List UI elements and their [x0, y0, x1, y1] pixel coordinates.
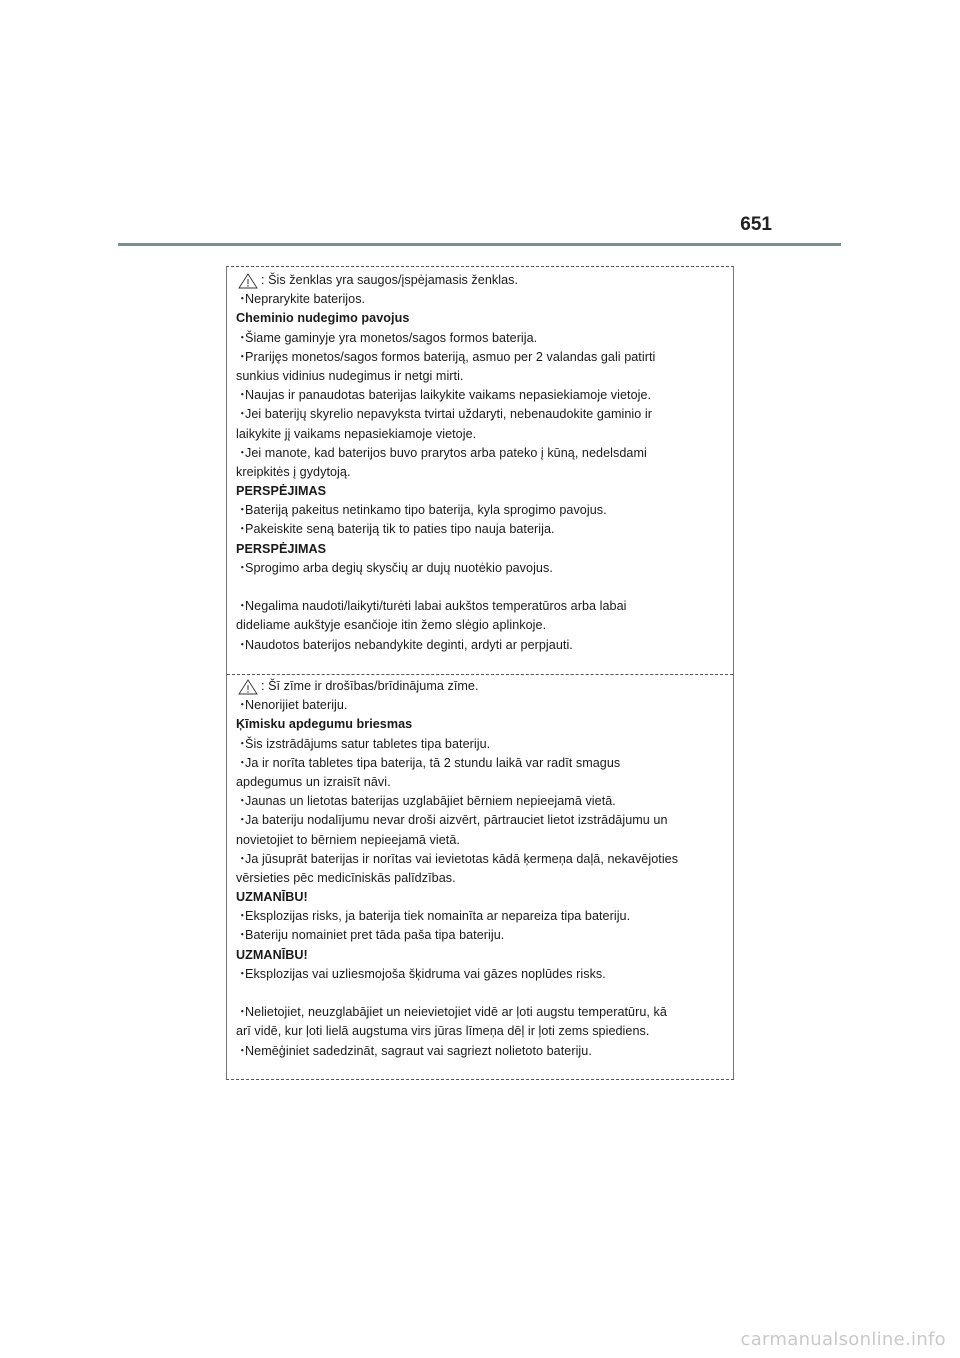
line-text: novietojiet to bērniem nepieejamā vietā.	[236, 832, 460, 847]
line-text: Jaunas un lietotas baterijas uzglabājiet bērniem nepieejamā vietā.	[245, 794, 616, 809]
line-text: apdegumus un izraisīt nāvi.	[236, 774, 391, 789]
line-text: Ja ir norīta tabletes tipa baterija, tā 2 stundu laikā var radīt smagus	[245, 755, 621, 770]
line-text: Cheminio nudegimo pavojus	[236, 311, 410, 326]
line-text: Naujas ir panaudotas baterijas laikykite vaikams nepasiekiamoje vietoje.	[245, 388, 652, 403]
text-line	[236, 1022, 727, 1041]
warning-section-lithuanian	[236, 271, 727, 655]
bullet-item	[236, 696, 727, 715]
warning-symbol-text: : Šī zīme ir drošības/brīdinājuma zīme.	[261, 679, 479, 693]
text-line	[236, 869, 727, 888]
warning-section-latvian	[236, 677, 727, 1061]
bullet-item	[236, 850, 727, 869]
bullet-marker: ・	[236, 292, 249, 307]
bullet-marker: ・	[236, 1005, 249, 1020]
bullet-item	[236, 559, 727, 578]
line-text: Eksplozijas vai uzliesmojoša šķidruma vai gāzes noplūdes risks.	[245, 966, 606, 981]
section-heading	[236, 888, 727, 907]
bullet-item	[236, 907, 727, 926]
section-divider	[227, 674, 733, 675]
section-heading	[236, 482, 727, 501]
bullet-marker: ・	[236, 445, 249, 460]
line-text: Bateriją pakeitus netinkamo tipo baterija, kyla sprogimo pavojus.	[245, 503, 607, 518]
warning-symbol-line	[236, 271, 727, 290]
section-heading	[236, 540, 727, 559]
warning-triangle-icon	[238, 679, 258, 695]
line-text: Neprarykite baterijos.	[245, 292, 366, 307]
section-heading	[236, 715, 727, 734]
bullet-marker: ・	[236, 813, 249, 828]
section-heading	[236, 309, 727, 328]
bullet-marker: ・	[236, 407, 249, 422]
line-text: sunkius vidinius nudegimus ir netgi mirti.	[236, 368, 464, 383]
bullet-item	[236, 290, 727, 309]
line-text: Šiame gaminyje yra monetos/sagos formos baterija.	[245, 330, 538, 345]
line-text: arī vidē, kur ļoti lielā augstuma virs jūras līmeņa dēļ ir ļoti zems spiediens.	[236, 1024, 650, 1039]
line-text: Ja bateriju nodalījumu nevar droši aizvērt, pārtrauciet lietot izstrādājumu un	[245, 813, 668, 828]
line-text: Ķīmisku apdegumu briesmas	[236, 717, 413, 732]
line-text: Jei manote, kad baterijos buvo prarytos arba pateko į kūną, nedelsdami	[245, 445, 647, 460]
bullet-marker: ・	[236, 794, 249, 809]
bullet-marker: ・	[236, 388, 249, 403]
line-text: Nemēģiniet sadedzināt, sagraut vai sagriezt nolietoto bateriju.	[245, 1043, 592, 1058]
warning-triangle-icon	[238, 273, 258, 289]
bullet-marker: ・	[236, 755, 249, 770]
bullet-item	[236, 754, 727, 773]
watermark: carmanualsonline.info	[740, 1329, 946, 1350]
line-text: dideliame aukštyje esančioje itin žemo slėgio aplinkoje.	[236, 618, 547, 633]
text-line	[236, 616, 727, 635]
bullet-item	[236, 597, 727, 616]
bullet-item	[236, 926, 727, 945]
battery-warning-box	[226, 266, 734, 1080]
page-number: 651	[740, 214, 772, 235]
bullet-item	[236, 329, 727, 348]
bullet-marker: ・	[236, 330, 249, 345]
line-text: Bateriju nomainiet pret tāda paša tipa bateriju.	[245, 928, 505, 943]
line-text: kreipkitės į gydytoją.	[236, 464, 351, 479]
warning-symbol-text: : Šis ženklas yra saugos/įspėjamasis ženklas.	[261, 273, 519, 287]
header-rule	[118, 243, 841, 246]
bullet-item	[236, 735, 727, 754]
warning-symbol-line	[236, 677, 727, 696]
bullet-marker: ・	[236, 736, 249, 751]
line-text: Ja jūsuprāt baterijas ir norītas vai ievietotas kādā ķermeņa daļā, nekavējoties	[245, 851, 679, 866]
bullet-marker: ・	[236, 349, 249, 364]
bullet-marker: ・	[236, 698, 249, 713]
line-text: Sprogimo arba degių skysčių ar dujų nuotėkio pavojus.	[245, 560, 553, 575]
bullet-marker: ・	[236, 966, 249, 981]
line-text: Šis izstrādājums satur tabletes tipa bateriju.	[245, 736, 491, 751]
text-line	[236, 425, 727, 444]
text-line	[236, 831, 727, 850]
bullet-item	[236, 348, 727, 367]
bullet-item	[236, 386, 727, 405]
text-line	[236, 773, 727, 792]
bullet-marker: ・	[236, 522, 249, 537]
line-text: Nelietojiet, neuzglabājiet un neievietojiet vidē ar ļoti augstu temperatūru, kā	[245, 1005, 667, 1020]
text-line	[236, 463, 727, 482]
line-text: Nenorijiet bateriju.	[245, 698, 348, 713]
bullet-item	[236, 965, 727, 984]
bullet-marker: ・	[236, 928, 249, 943]
bullet-item	[236, 636, 727, 655]
line-text: UZMANĪBU!	[236, 890, 308, 905]
bullet-marker: ・	[236, 1043, 249, 1058]
spacer	[236, 578, 727, 597]
line-text: UZMANĪBU!	[236, 947, 308, 962]
bullet-marker: ・	[236, 851, 249, 866]
spacer	[236, 984, 727, 1003]
bullet-item	[236, 792, 727, 811]
line-text: laikykite jį vaikams nepasiekiamoje vietoje.	[236, 426, 477, 441]
bullet-marker: ・	[236, 560, 249, 575]
line-text: Negalima naudoti/laikyti/turėti labai aukštos temperatūros arba labai	[245, 599, 627, 614]
line-text: Naudotos baterijos nebandykite deginti, ardyti ar perpjauti.	[245, 637, 573, 652]
line-text: Pakeiskite seną bateriją tik to paties tipo nauja baterija.	[245, 522, 555, 537]
bullet-marker: ・	[236, 503, 249, 518]
line-text: Prarijęs monetos/sagos formos bateriją, asmuo per 2 valandas gali patirti	[245, 349, 656, 364]
bullet-item	[236, 1042, 727, 1061]
bullet-marker: ・	[236, 637, 249, 652]
line-text: PERSPĖJIMAS	[236, 484, 327, 499]
bullet-item	[236, 520, 727, 539]
line-text: Eksplozijas risks, ja baterija tiek nomainīta ar nepareiza tipa bateriju.	[245, 909, 631, 924]
bullet-item	[236, 444, 727, 463]
bullet-item	[236, 501, 727, 520]
bullet-item	[236, 405, 727, 424]
bullet-item	[236, 811, 727, 830]
bullet-marker: ・	[236, 909, 249, 924]
bullet-item	[236, 1003, 727, 1022]
line-text: PERSPĖJIMAS	[236, 541, 327, 556]
bullet-marker: ・	[236, 599, 249, 614]
line-text: vērsieties pēc medicīniskās palīdzības.	[236, 870, 456, 885]
line-text: Jei baterijų skyrelio nepavyksta tvirtai uždaryti, nebenaudokite gaminio ir	[245, 407, 652, 422]
text-line	[236, 367, 727, 386]
section-heading	[236, 946, 727, 965]
